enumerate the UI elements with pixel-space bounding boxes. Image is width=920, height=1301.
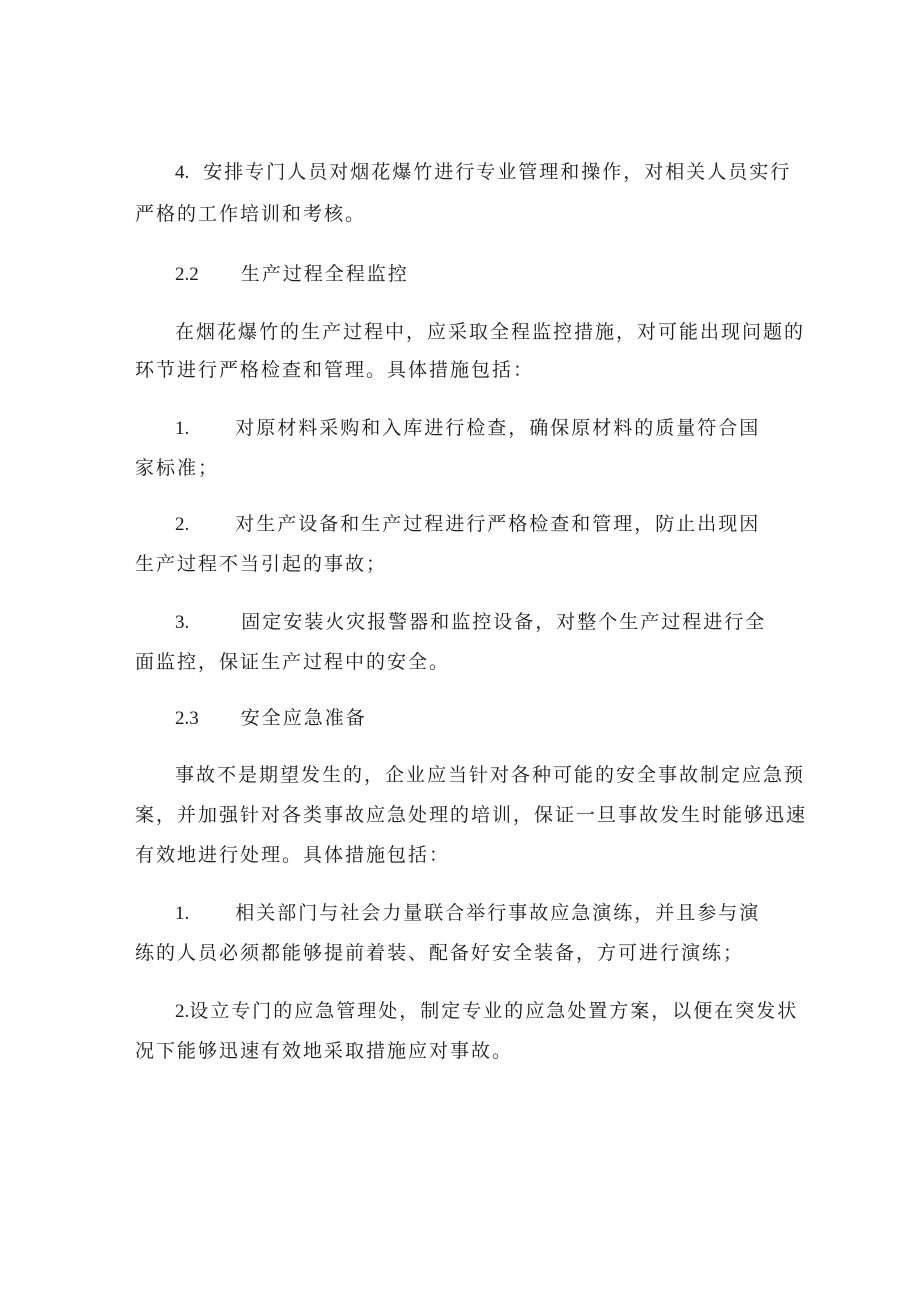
list-item-2-line1 <box>175 999 798 1024</box>
list-item-number: 2. <box>175 1001 190 1022</box>
paragraph-line: 案，并加强针对各类事故应急处理的培训，保证一旦事故发生时能够迅速 <box>135 804 808 826</box>
section-heading-2-2 <box>175 262 409 287</box>
list-item-4-line2: 严格的工作培训和考核。 <box>135 203 367 225</box>
list-item-text: 对生产设备和生产过程进行严格检查和管理，防止出现因 <box>235 513 761 535</box>
list-item-text: 相关部门与社会力量联合举行事故应急演练，并且参与演 <box>235 902 761 924</box>
list-item-1-line2: 练的人员必须都能够提前着装、配备好安全装备，方可进行演练； <box>135 942 745 964</box>
section-heading-2-3 <box>175 706 367 731</box>
paragraph-line: 环节进行严格检查和管理。具体措施包括： <box>135 359 535 381</box>
list-item-2-line2: 生产过程不当引起的事故； <box>135 553 388 575</box>
list-item-4-line1 <box>175 160 791 185</box>
list-item-3-line2: 面监控，保证生产过程中的安全。 <box>135 651 451 673</box>
list-item-text: 安排专门人员对烟花爆竹进行专业管理和操作，对相关人员实行 <box>203 161 792 183</box>
list-item-number: 2. <box>175 514 190 535</box>
list-item-number: 1. <box>175 903 190 924</box>
paragraph-line: 事故不是期望发生的，企业应当针对各种可能的安全事故制定应急预 <box>175 764 806 786</box>
list-item-3-line1 <box>175 610 766 635</box>
paragraph-line: 有效地进行处理。具体措施包括： <box>135 844 451 866</box>
list-item-2-line1 <box>175 512 760 537</box>
list-item-1-line2: 家标准； <box>135 457 220 479</box>
list-item-text: 设立专门的应急管理处，制定专业的应急处置方案，以便在突发状 <box>189 1000 799 1022</box>
list-item-text: 固定安装火灾报警器和监控设备，对整个生产过程进行全 <box>241 611 767 633</box>
list-item-1-line1 <box>175 901 760 926</box>
list-item-number: 4. <box>175 162 190 183</box>
section-number: 2.3 <box>175 708 199 729</box>
list-item-text: 对原材料采购和入库进行检查，确保原材料的质量符合国 <box>235 417 761 439</box>
section-title: 生产过程全程监控 <box>240 263 409 285</box>
list-item-2-line2: 况下能够迅速有效地采取措施应对事故。 <box>135 1040 514 1062</box>
list-item-number: 3. <box>175 612 190 633</box>
list-item-1-line1 <box>175 416 760 441</box>
section-number: 2.2 <box>175 264 199 285</box>
section-title: 安全应急准备 <box>240 707 367 729</box>
list-item-number: 1. <box>175 418 190 439</box>
paragraph-line: 在烟花爆竹的生产过程中，应采取全程监控措施，对可能出现问题的 <box>175 321 806 343</box>
